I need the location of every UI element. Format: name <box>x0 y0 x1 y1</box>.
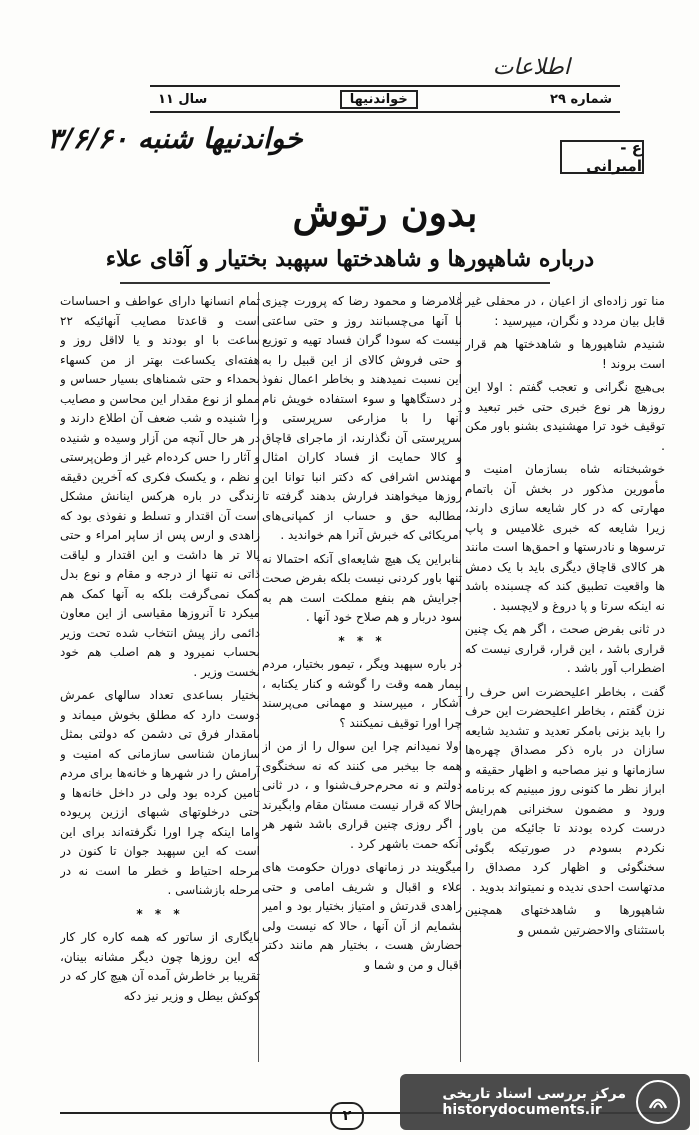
paragraph: گفت ، بخاطر اعلیحضرت اس حرف را نزن گفتم ، بخاطر اعلیحضرت این حرف را باید بزنی بامکر تعدید و تشدید شایعه سازان در باره ذکر مصداق چهره‌ها سازمانها و نیز مصاحبه و اظهار حقیقه و ابراز نظر ما کنونی روز مبینیم که برنامه ورود و مضمون سخنرانی هم‌رایش درست کرده بودند تا جائیکه من باور نکردم بسودم در صورتیکه بگوئی سخنگوئی و اظهار کرد مصداق را مدتهاست احدی ندیده و نمیتواند بدوید . <box>465 684 665 894</box>
paragraph: در باره سپهبد ویگر ، تیمور بختیار، مردم بیمار همه وقت را گوشه و کنار یکتابه ، آشکار ، میپرسند و مهمانی می‌پرسند چرا اورا توقیف نمیکنند ؟ <box>262 657 462 730</box>
paragraph: منا تور زاده‌ای از اعیان ، در محفلی غیر قابل بیان مردد و نگران، میپرسید : <box>465 294 665 328</box>
paragraph: شاهپورها و شاهدختهای همچنین باستثنای والاحضرتین شمس و <box>465 903 665 937</box>
subhead-underline <box>120 282 550 284</box>
column-left <box>60 292 260 1062</box>
archive-name: مرکز بررسی اسناد تاریخی <box>442 1086 626 1102</box>
issue-number: شماره ۲۹ <box>550 91 612 107</box>
paragraph: غلامرضا و محمود رضا که پرورت چیزی با آنها می‌چسبانند روز و حتی ساعتی نیست که سودا گران فساد تهیه و توزیع و حتی فروش کالای از این قبیل را به این نسبت نمیدهند و بخاطر اعمال نفوذ در دستگاهها و سوء استفاده خویش نام آنها را با مزارعی سرپرستی و سرپرستی آن نگذارند، از ماجرای قاچاق و کالا حمایت از فساد کاران امثال مهندس اشرافی که دکتر انبا توانا این روزها میخواهند فرارش بدهند گرفته تا مطالبه حق و حساب از کمپانی‌های امریکائی که خبرش آنرا هم خواندید . <box>262 294 462 542</box>
section-separator: * * * <box>338 633 386 648</box>
archive-watermark <box>400 1074 690 1130</box>
paragraph: شنیدم شاهپورها و شاهدختها هم قرار است بروند ! <box>465 337 665 371</box>
issue-header-strip <box>150 85 620 113</box>
archive-website: historydocuments.ir <box>442 1102 602 1118</box>
paragraph: بی‌هیچ نگرانی و تعجب گفتم : اولا این روزها هر نوع خبری حتی خبر تبعید و توقیف خود ترا مهشنیدی بشنو باور مکن . <box>465 380 665 453</box>
paragraph: بنابراین یک هیچ شایعه‌ای آنکه احتمالا نه تنها باور کردنی نیست بلکه بفرض صحت اجرایش هم بنفع مملکت است هم به سود دربار و هم صلاح خود آنها . <box>262 551 462 624</box>
paragraph: تمام انسانها دارای عواطف و احساسات است و قاعدتا مصایب آنهائیکه ۲۲ ساعت با او بودند و یا لااقل روز و هفته‌ای یکساعت بهتر از من کسهاء بحمداء و حتی شمناهای بسیار حساس و مملو از نوع مقدار این محاسن و مصایب را شنیده و شب ضعف آن اطلاع دارند و در هر حال آنچه من آزار وسیده و شنیده و آثار را حس کرده‌ام غیر از وطن‌پرستی و نظم ، و یکسک فکری که آخرین دقیقه زندگی در باره هرکس اینانش مشکل است آن اقتدار و تسلط و نفوذی بود که زاهدی و ارس پس از ساپر امراء و حتی یالا تر ها داشت و این اقتدار و لیاقت ذاتی نه تنها از درجه و مقام و نوع بدل کمک نمی‌گرفت بلکه به آنها کمک هم میکرد تا آنروزها مقیاسی از این معاون دائمی راز پیش انتخاب شده تحت وزیر بحساب نمیرود و هم اصلب هم خود نخست وزیر . <box>60 294 260 679</box>
handwritten-note-top: اطلاعات <box>492 55 570 80</box>
archive-logo-icon <box>636 1080 680 1124</box>
page-number: ۲ <box>330 1102 364 1130</box>
paragraph: بایگاری از ساتور که همه کاره کار کار که این روزها چون دیگر مشانه بینان، تقریبا بر خاطرش آمده آن هیچ کار که در کوکش بیطل و وزیر نیز دکه <box>60 930 260 1003</box>
section-separator: * * * <box>136 906 184 921</box>
publication-name-box: خواندنیها <box>340 90 418 109</box>
paragraph: بختیار بساعدی تعداد سالهای عمرش دوست دارد که مطلق بخوش میماند و بامقدار فرق تی دشمن که دولتی بمثل سازمان شناسی سازمانی که امنیت و آرامش را در شهرها و خانه‌ها برای مردم تامین کرده بود ولی در داخل خانه‌ها و حتی درخلوتهای شبهای اززین پریوده واما اینکه چرا اورا نگرفته‌اند برای این است که این سپهبد جوان تا کنون در مرحله احتیاط و خطر ما است نه در مرحله بازشناسی . <box>60 688 260 897</box>
article-headline: بدون رتوش <box>292 190 478 235</box>
paragraph: اولا نمیدانم چرا این سوال را از من از همه جا بیخبر می کنند که نه سخنگوی دولتم و نه محرم‌حرف‌شنوا و ، در ثانی حالا که قرار نیست مسئان مقام وابگیرند ، اگر روزی چنین قراری باشد شهر هر آنکه حمت باشهر کرد . <box>262 739 462 851</box>
issue-year: سال ۱۱ <box>158 91 208 107</box>
column-middle <box>262 292 462 1062</box>
column-right <box>465 292 665 1062</box>
paragraph: خوشبختانه شاه بسازمان امنیت و مأمورین مذکور در بخش آن باتمام مهارتی که در کار شایعه سازی دارند، زیرا شایعه که خبری غلامیس و پاپ ترسوها و نادرستها و احمق‌ها است مانند هر کالای قاچاق دیگری باید با یک دمش ها واقعیت تطبیق کند که چسبنده باشد نه اینکه سرتا و پا دروغ و لایچسبد . <box>465 462 665 613</box>
handwritten-date: خواندنیها شنبه ۳/۶/۶۰ <box>47 122 303 155</box>
paragraph: میگویند در زمانهای دوران حکومت های علاء و اقبال و شریف امامی و حتی زاهدی قدرتش و امتیاز بختیار بود و امیر بشمایم از آن آنها ، حالا که نیست ولی حضارش هست ، بختیار هم مانند دکتر اقبال و من و شما و <box>262 860 462 972</box>
article-subheadline: درباره شاهپورها و شاهدختها سپهبد بختیار و آقای علاء <box>105 246 595 272</box>
paragraph: در ثانی بفرض صحت ، اگر هم یک چنین قراری باشد ، این قرار، قراری نیست که اضطراب آور باشد . <box>465 622 665 675</box>
author-section-label: ع - امیرانی <box>560 140 644 174</box>
